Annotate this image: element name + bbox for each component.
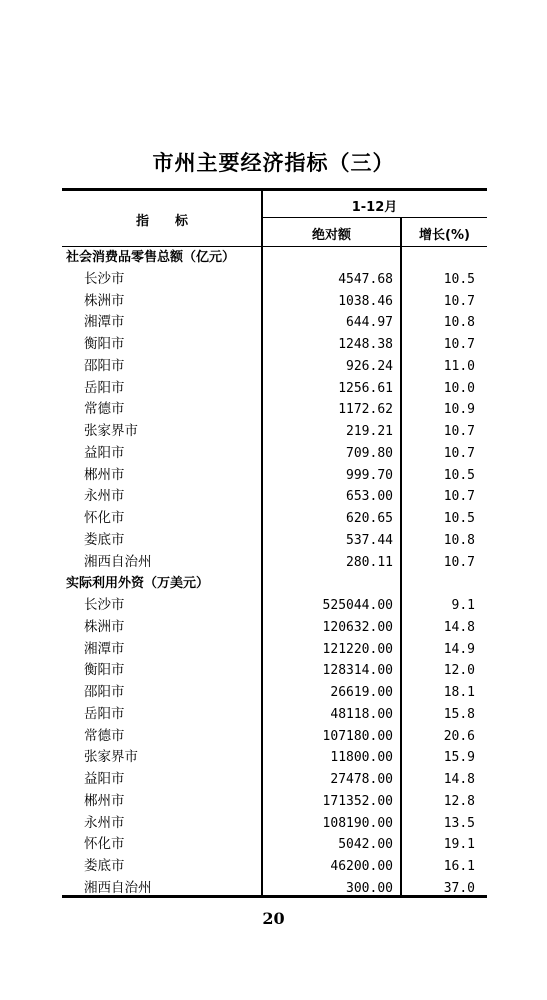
growth-value: 10.5 bbox=[443, 467, 475, 483]
city-name: 娄底市 bbox=[84, 531, 125, 548]
growth-value: 18.1 bbox=[443, 685, 475, 700]
table-row bbox=[62, 834, 487, 856]
growth-value: 14.9 bbox=[443, 641, 475, 657]
absolute-value: 280.11 bbox=[346, 554, 393, 570]
table-row bbox=[62, 704, 487, 726]
city-name: 张家界市 bbox=[84, 423, 138, 439]
table-row bbox=[62, 334, 487, 356]
table-row bbox=[62, 769, 487, 791]
city-name: 娄底市 bbox=[84, 858, 125, 874]
growth-value: 10.9 bbox=[443, 402, 475, 418]
table-row bbox=[62, 813, 487, 835]
city-name: 长沙市 bbox=[84, 270, 125, 287]
growth-value: 10.7 bbox=[443, 337, 475, 352]
table-row bbox=[62, 312, 487, 334]
table-row bbox=[62, 595, 487, 617]
absolute-value: 620.65 bbox=[346, 511, 393, 526]
header-period: 1-12月 bbox=[351, 200, 398, 215]
city-name: 永州市 bbox=[84, 488, 125, 505]
growth-value: 10.7 bbox=[443, 445, 475, 461]
growth-value: 10.7 bbox=[443, 293, 475, 309]
growth-value: 10.7 bbox=[443, 554, 475, 570]
city-name: 常德市 bbox=[84, 727, 125, 744]
absolute-value: 219.21 bbox=[346, 424, 393, 439]
absolute-value: 926.24 bbox=[346, 358, 393, 374]
city-name: 怀化市 bbox=[84, 510, 125, 526]
header-absolute: 绝对额 bbox=[311, 228, 351, 243]
table-top-rule bbox=[62, 188, 487, 191]
absolute-value: 128314.00 bbox=[322, 663, 393, 679]
city-name: 益阳市 bbox=[84, 444, 125, 461]
growth-value: 20.6 bbox=[443, 728, 475, 744]
city-name: 湘潭市 bbox=[84, 640, 125, 657]
absolute-value: 1038.46 bbox=[338, 293, 393, 309]
absolute-value: 26619.00 bbox=[330, 685, 393, 700]
absolute-value: 121220.00 bbox=[322, 641, 393, 657]
table-row bbox=[62, 291, 487, 313]
absolute-value: 1256.61 bbox=[338, 380, 393, 396]
table-row bbox=[62, 508, 487, 530]
table-row bbox=[62, 747, 487, 769]
city-name: 湘潭市 bbox=[84, 314, 125, 331]
absolute-value: 525044.00 bbox=[322, 598, 393, 613]
absolute-value: 48118.00 bbox=[330, 706, 393, 722]
city-name: 湘西自治州 bbox=[84, 879, 152, 896]
table-row bbox=[62, 530, 487, 552]
city-name: 邵阳市 bbox=[84, 357, 125, 374]
absolute-value: 709.80 bbox=[346, 445, 393, 461]
table-row bbox=[62, 378, 487, 400]
section-heading bbox=[62, 573, 487, 595]
growth-value: 15.9 bbox=[443, 750, 475, 766]
growth-value: 10.5 bbox=[443, 511, 475, 526]
city-name: 衡阳市 bbox=[84, 662, 125, 679]
city-name: 张家界市 bbox=[84, 749, 138, 766]
absolute-value: 27478.00 bbox=[330, 772, 393, 787]
growth-value: 10.0 bbox=[443, 380, 475, 396]
table-row bbox=[62, 878, 487, 900]
growth-value: 14.8 bbox=[443, 772, 475, 787]
growth-value: 9.1 bbox=[451, 598, 475, 613]
growth-value: 12.8 bbox=[443, 793, 475, 809]
table-row bbox=[62, 465, 487, 487]
growth-value: 37.0 bbox=[443, 880, 475, 896]
absolute-value: 300.00 bbox=[346, 880, 393, 896]
absolute-value: 107180.00 bbox=[322, 728, 393, 744]
absolute-value: 4547.68 bbox=[338, 271, 393, 287]
table-row bbox=[62, 617, 487, 639]
table-row bbox=[62, 791, 487, 813]
absolute-value: 171352.00 bbox=[322, 793, 393, 809]
growth-value: 19.1 bbox=[443, 837, 475, 853]
growth-value: 10.7 bbox=[443, 424, 475, 439]
city-name: 衡阳市 bbox=[84, 336, 125, 352]
absolute-value: 653.00 bbox=[346, 489, 393, 505]
city-name: 郴州市 bbox=[84, 466, 125, 483]
absolute-value: 1172.62 bbox=[338, 402, 393, 418]
growth-value: 11.0 bbox=[443, 358, 475, 374]
page-title: 市州主要经济指标（三） bbox=[152, 151, 395, 175]
table-row bbox=[62, 639, 487, 661]
table-row bbox=[62, 552, 487, 574]
table-row bbox=[62, 421, 487, 443]
city-name: 郴州市 bbox=[84, 792, 125, 809]
section-title: 实际利用外资（万美元） bbox=[66, 576, 210, 592]
absolute-value: 108190.00 bbox=[322, 815, 393, 831]
city-name: 长沙市 bbox=[84, 597, 125, 613]
table-body bbox=[62, 247, 487, 900]
absolute-value: 46200.00 bbox=[330, 859, 393, 874]
city-name: 株洲市 bbox=[84, 618, 125, 635]
absolute-value: 537.44 bbox=[346, 532, 393, 548]
table-row bbox=[62, 486, 487, 508]
table-row bbox=[62, 399, 487, 421]
section-title: 社会消费品零售总额（亿元） bbox=[66, 250, 236, 265]
absolute-value: 644.97 bbox=[346, 315, 393, 331]
absolute-value: 5042.00 bbox=[338, 837, 393, 853]
city-name: 株洲市 bbox=[84, 292, 125, 309]
growth-value: 10.8 bbox=[443, 315, 475, 331]
growth-value: 14.8 bbox=[443, 619, 475, 635]
table-row bbox=[62, 726, 487, 748]
city-name: 岳阳市 bbox=[84, 705, 125, 722]
city-name: 岳阳市 bbox=[84, 379, 125, 396]
page-number: 20 bbox=[262, 909, 285, 928]
table-row bbox=[62, 660, 487, 682]
growth-value: 13.5 bbox=[443, 815, 475, 831]
city-name: 湘西自治州 bbox=[84, 553, 152, 570]
growth-value: 16.1 bbox=[443, 859, 475, 874]
section-heading bbox=[62, 247, 487, 269]
absolute-value: 999.70 bbox=[346, 467, 393, 483]
period-rule bbox=[262, 217, 487, 218]
table-row bbox=[62, 443, 487, 465]
table-row bbox=[62, 269, 487, 291]
table-row bbox=[62, 856, 487, 878]
growth-value: 12.0 bbox=[443, 663, 475, 679]
header-indicator: 指 标 bbox=[135, 214, 188, 229]
city-name: 益阳市 bbox=[84, 771, 125, 787]
absolute-value: 120632.00 bbox=[322, 619, 393, 635]
growth-value: 10.5 bbox=[443, 271, 475, 287]
city-name: 怀化市 bbox=[84, 836, 125, 853]
city-name: 常德市 bbox=[84, 401, 125, 418]
absolute-value: 11800.00 bbox=[330, 750, 393, 766]
city-name: 邵阳市 bbox=[84, 684, 125, 700]
table-row bbox=[62, 356, 487, 378]
header-growth: 增长(%) bbox=[419, 228, 470, 243]
growth-value: 10.8 bbox=[443, 532, 475, 548]
growth-value: 15.8 bbox=[443, 706, 475, 722]
table-row bbox=[62, 682, 487, 704]
absolute-value: 1248.38 bbox=[338, 337, 393, 352]
city-name: 永州市 bbox=[84, 814, 125, 831]
growth-value: 10.7 bbox=[443, 489, 475, 505]
